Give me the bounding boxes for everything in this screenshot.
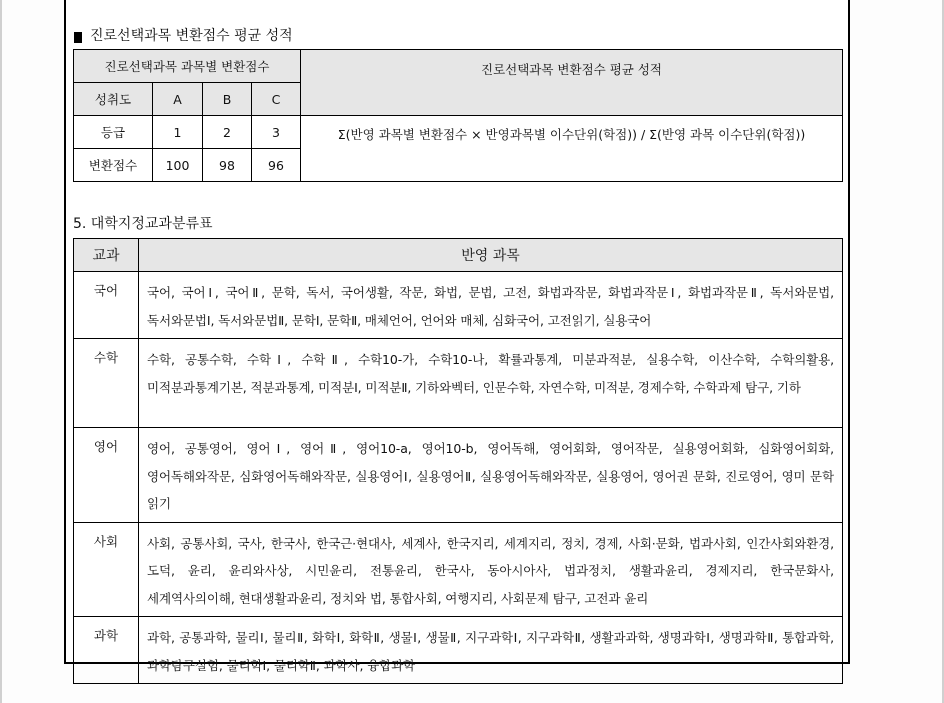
score-value: 100 [153,149,203,182]
score-value: 98 [203,149,252,182]
subject-classification-table [73,238,843,684]
per-subject-score-header: 진로선택과목 과목별 변환점수 [74,50,301,83]
course-list: 국어, 국어Ⅰ, 국어Ⅱ, 문학, 독서, 국어생활, 작문, 화법, 문법, 고전, 화법과작문, 화법과작문Ⅰ, 화법과작문Ⅱ, 독서와문법, 독서와문법Ⅰ, 독서와문법Ⅱ, 문학Ⅰ, 문학Ⅱ, 매체언어, 언어와 매체, 심화국어, 고전읽기, 실용국어 [139,272,843,339]
grade-section-heading [74,26,293,46]
achievement-a: A [153,83,203,116]
subject-name: 영어 [74,428,139,523]
conversion-score-table [73,49,843,182]
achievement-c: C [252,83,301,116]
table-row [74,339,843,428]
window-edge-left [0,0,2,703]
subject-name: 사회 [74,522,139,617]
table-row [74,272,843,339]
course-list: 수학, 공통수학, 수학Ⅰ, 수학Ⅱ, 수학10-가, 수학10-나, 확률과통계, 미분과적분, 실용수학, 이산수학, 수학의활용, 미적분과통계기본, 적분과통계, 미적분Ⅰ, 미적분Ⅱ, 기하와벡터, 인문수학, 자연수학, 미적분, 경제수학, 수학과제 탐구, 기하 [139,339,843,428]
table-row [74,522,843,617]
courses-header: 반영 과목 [139,239,843,272]
score-row-label: 변환점수 [74,149,153,182]
achievement-label: 성취도 [74,83,153,116]
section5-title: 5. 대학지정교과분류표 [73,216,213,232]
subject-name: 수학 [74,339,139,428]
subject-header: 교과 [74,239,139,272]
average-formula: Σ(반영 과목별 변환점수 × 반영과목별 이수단위(학점)) / Σ(반영 과목 이수단위(학점)) [301,116,843,182]
table-row [74,617,843,684]
table-row [74,428,843,523]
course-list: 영어, 공통영어, 영어Ⅰ, 영어Ⅱ, 영어10-a, 영어10-b, 영어독해, 영어회화, 영어작문, 실용영어회화, 심화영어회화, 영어독해와작문, 심화영어독해와작문, 실용영어Ⅰ, 실용영어Ⅱ, 실용영어독해와작문, 실용영어, 영어권 문화, 진로영어, 영미 문학 읽기 [139,428,843,523]
course-list: 과학, 공통과학, 물리Ⅰ, 물리Ⅱ, 화학Ⅰ, 화학Ⅱ, 생물Ⅰ, 생물Ⅱ, 지구과학Ⅰ, 지구과학Ⅱ, 생활과과학, 생명과학Ⅰ, 생명과학Ⅱ, 통합과학, 과학탐구실험, 물리학Ⅰ, 물리학Ⅱ, 과학사, 융합과학 [139,617,843,684]
grade-value: 2 [203,116,252,149]
grade-value: 3 [252,116,301,149]
course-list: 사회, 공통사회, 국사, 한국사, 한국근·현대사, 세계사, 한국지리, 세계지리, 정치, 경제, 사회·문화, 법과사회, 인간사회와환경, 도덕, 윤리, 윤리와사상, 시민윤리, 전통윤리, 한국사, 동아시아사, 법과정치, 생활과윤리, 경제지리, 한국문화사, 세계역사의이해, 현대생활과윤리, 정치와 법, 통합사회, 여행지리, 사회문제 탐구, 고전과 윤리 [139,522,843,617]
subject-name: 과학 [74,617,139,684]
grade-value: 1 [153,116,203,149]
grade-section-title: 진로선택과목 변환점수 평균 성적 [90,28,293,44]
achievement-b: B [203,83,252,116]
square-bullet-icon [74,32,82,43]
subject-name: 국어 [74,272,139,339]
score-value: 96 [252,149,301,182]
grade-row-label: 등급 [74,116,153,149]
average-score-header: 진로선택과목 변환점수 평균 성적 [301,50,843,116]
